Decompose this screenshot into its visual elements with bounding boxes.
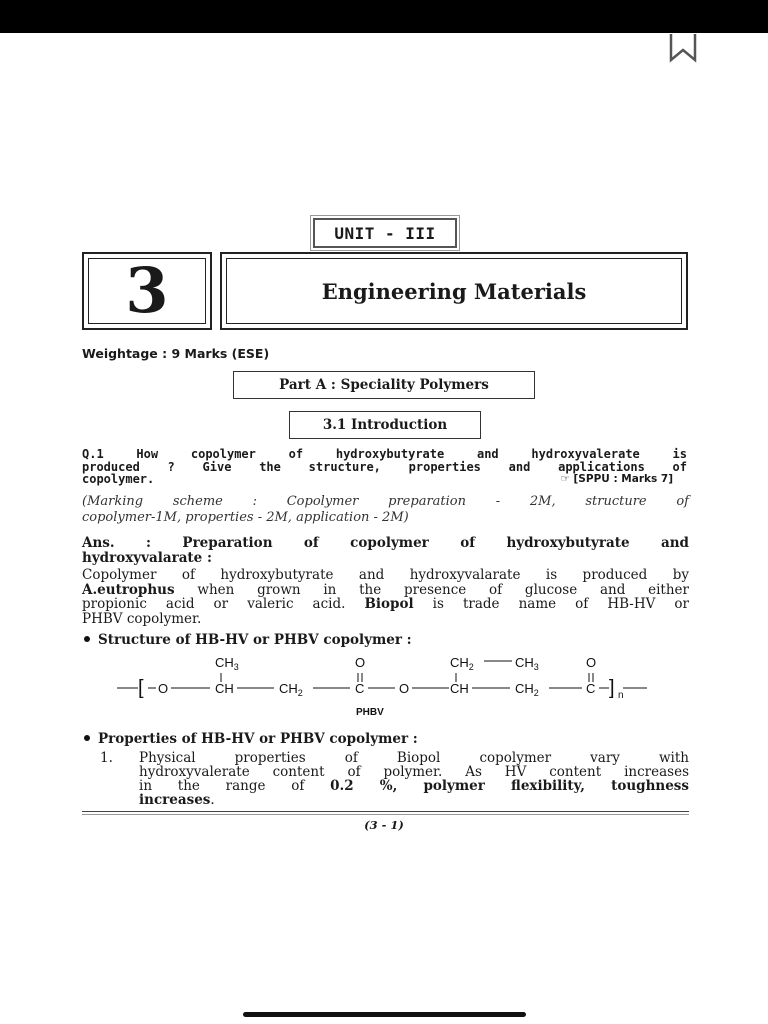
answer-text: is trade name of HB-HV or	[413, 596, 689, 612]
chain-ch: CH	[215, 681, 234, 696]
property-emphasis: 0.2 %, polymer flexibility, toughness	[330, 778, 689, 794]
property-line	[139, 779, 689, 793]
properties-item	[100, 751, 689, 807]
property-text: in the range of	[139, 778, 331, 794]
page-number: (3 - 1)	[364, 818, 404, 832]
question-line: copolymer.	[82, 472, 155, 486]
chain-ch2: $CH_2$	[279, 681, 303, 698]
repeat-n: n	[618, 690, 624, 701]
answer-text: propionic acid or valeric acid.	[82, 596, 365, 612]
answer-line: PHBV copolymer.	[82, 610, 202, 627]
chapter-title-box	[220, 252, 688, 330]
carbonyl-oxygen-2: O	[586, 655, 597, 670]
marks-reference: ☞ [SPPU : Marks 7]	[560, 473, 673, 485]
answer-heading-line: hydroxyvalarate :	[82, 550, 212, 566]
chapter-number-box	[82, 252, 212, 330]
marking-line: (Marking scheme : Copolymer preparation - 2M, structure of	[82, 494, 689, 509]
property-text: .	[210, 792, 215, 808]
chapter-number: 3	[125, 254, 169, 327]
question-line: produced ? Give the structure, properties and applications of	[82, 459, 687, 474]
section-heading: 3.1 Introduction	[289, 411, 481, 439]
property-line	[139, 793, 689, 807]
properties-heading	[84, 731, 418, 747]
ester-oxygen-2: O	[399, 681, 410, 696]
carbonyl-carbon-2: C	[586, 681, 596, 696]
property-emphasis: increases	[139, 792, 211, 808]
bracket-close: ]	[609, 677, 615, 699]
methyl-group: $CH_3$	[215, 655, 239, 672]
bookmark-icon[interactable]	[668, 34, 698, 64]
bacteria-name: A.eutrophus	[82, 581, 175, 598]
item-number: 1.	[100, 750, 113, 766]
status-bar	[0, 0, 768, 33]
chain-ch-2: CH	[450, 681, 469, 696]
chapter-title: Engineering Materials	[321, 278, 587, 304]
question-line: Q.1 How copolymer of hydroxybutyrate and hydroxyvalerate is	[82, 447, 687, 461]
chain-ch2-2: $CH_2$	[515, 681, 539, 698]
answer-heading	[82, 536, 689, 566]
marking-scheme	[82, 494, 689, 526]
ethyl-ch2: $CH_2$	[450, 655, 474, 672]
property-line: Physical properties of Biopol copolymer vary with	[139, 750, 689, 766]
structure-label: PHBV	[356, 707, 384, 718]
structure-heading-text: Structure of HB-HV or PHBV copolymer :	[98, 632, 412, 648]
ester-oxygen: O	[158, 681, 169, 696]
bullet-icon	[84, 636, 90, 642]
carbonyl-oxygen: O	[355, 655, 366, 670]
question-block	[82, 448, 687, 486]
properties-heading-text: Properties of HB-HV or PHBV copolymer :	[98, 731, 418, 747]
phbv-structure	[112, 650, 657, 720]
answer-body	[82, 568, 689, 626]
answer-text: when grown in the presence of glucose and either	[174, 581, 689, 598]
unit-label: UNIT - III	[313, 218, 457, 248]
ethyl-ch3: $CH_3$	[515, 655, 539, 672]
answer-line: Copolymer of hydroxybutyrate and hydroxyvalarate is produced by	[82, 567, 689, 583]
trade-name: Biopol	[364, 596, 414, 612]
bracket-open: [	[138, 677, 144, 699]
part-heading: Part A : Speciality Polymers	[233, 371, 535, 399]
carbonyl-carbon: C	[355, 681, 365, 696]
property-line: hydroxyvalerate content of polymer. As HV content increases	[139, 764, 689, 780]
answer-heading-line: Ans. : Preparation of copolymer of hydroxybutyrate and	[82, 535, 689, 551]
bullet-icon	[84, 735, 90, 741]
structure-heading	[84, 632, 412, 648]
marking-line: copolymer-1M, properties - 2M, application - 2M)	[82, 510, 409, 525]
answer-line	[82, 583, 689, 598]
home-indicator[interactable]	[243, 1012, 526, 1017]
question-line-last	[82, 473, 687, 486]
footer-rule	[82, 811, 689, 812]
answer-line	[82, 597, 689, 612]
weightage: Weightage : 9 Marks (ESE)	[82, 346, 270, 361]
